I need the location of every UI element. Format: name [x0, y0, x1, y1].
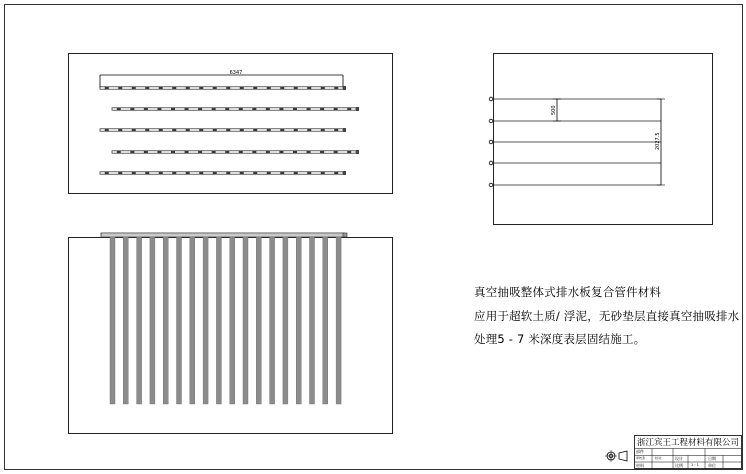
plan-rows	[100, 86, 359, 175]
drain-board	[150, 237, 155, 404]
section-dimension-large	[655, 99, 665, 185]
drain-board	[137, 237, 142, 404]
section-line	[489, 183, 661, 187]
section-line	[489, 140, 661, 144]
drain-board	[190, 237, 195, 404]
section-line-node	[489, 183, 493, 187]
company-name: 浙江宾王工程材料有限公司	[637, 438, 740, 448]
drain-board	[163, 237, 168, 404]
drain-board	[336, 237, 341, 404]
note-line-2: 应用于超软土质/ 浮泥，无砂垫层直接真空抽吸排水	[474, 309, 740, 323]
section-dimension-small	[551, 99, 561, 121]
section-dimension-large-text: 2027.5	[655, 132, 661, 150]
drain-board	[310, 237, 315, 404]
plan-row	[100, 171, 346, 175]
section-line	[489, 119, 661, 123]
drain-board	[216, 237, 221, 404]
plan-view	[69, 54, 393, 194]
plan-row	[112, 150, 359, 154]
plan-row	[100, 86, 346, 90]
drain-board	[123, 237, 128, 404]
section-dimension-small-text: 500	[551, 105, 557, 115]
section-line-node	[489, 97, 493, 101]
drain-board	[270, 237, 275, 404]
date-label: 日期	[708, 456, 716, 461]
plan-dimension-text: 6347	[229, 70, 243, 76]
first-angle-projection-icon	[605, 450, 627, 462]
section-line-node	[489, 119, 493, 123]
section-view-frame	[494, 54, 713, 225]
note-line-1: 真空抽吸整体式排水板复合管件材料	[474, 285, 662, 299]
section-line	[489, 161, 661, 165]
section-line-node	[489, 161, 493, 165]
drain-boards	[110, 237, 341, 404]
drain-board	[230, 237, 235, 404]
note-line-3: 处理5 - 7 米深度表层固结施工。	[474, 332, 646, 346]
scale-label: 比例	[675, 463, 683, 468]
section-lines	[489, 97, 661, 187]
section-line-node	[489, 140, 493, 144]
design-label: 设计	[675, 456, 683, 461]
plan-row	[112, 107, 359, 111]
drain-board	[110, 237, 115, 404]
plan-dimension	[100, 70, 343, 88]
drain-board	[296, 237, 301, 404]
drain-board	[203, 237, 208, 404]
drain-board	[283, 237, 288, 404]
section-view	[489, 54, 712, 225]
part-label: 部件	[636, 449, 644, 454]
drain-board	[323, 237, 328, 404]
scale-value: 1 : 1	[691, 463, 699, 467]
drain-board	[243, 237, 248, 404]
drain-board	[256, 237, 261, 404]
drain-board	[177, 237, 182, 404]
reviewer-label: 审核者	[636, 456, 646, 460]
section-line	[489, 97, 661, 101]
elevation-view	[69, 233, 393, 434]
header-pipe	[101, 233, 347, 237]
unit-label: 单位	[708, 463, 716, 468]
checker-label: 校对	[655, 456, 662, 460]
material-label: 材料	[636, 463, 644, 468]
plan-row	[100, 128, 346, 132]
